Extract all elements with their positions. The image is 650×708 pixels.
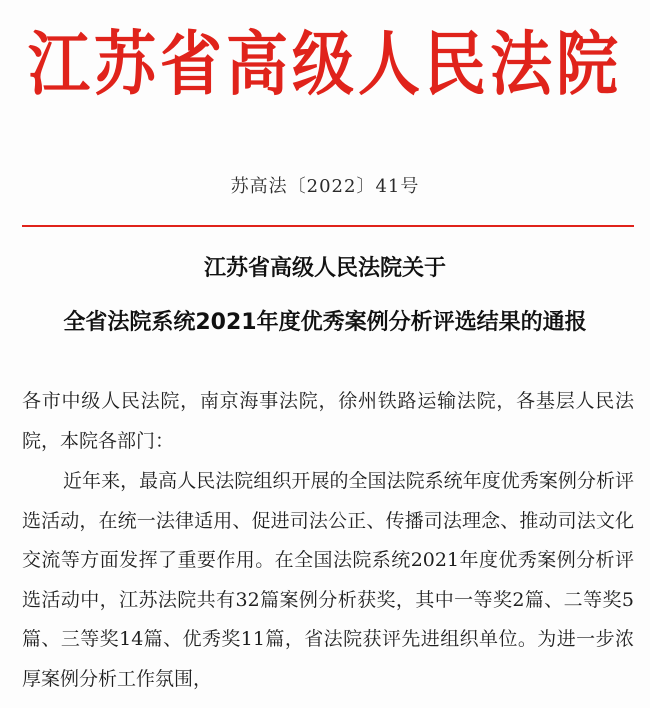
court-masthead: 江苏省高级人民法院 [27, 22, 622, 105]
salutation-paragraph: 各市中级人民法院，南京海事法院，徐州铁路运输法院，各基层人民法院，本院各部门： [22, 390, 634, 452]
document-title-line-1: 江苏省高级人民法院关于 [203, 256, 446, 281]
red-divider-line [22, 225, 634, 227]
body-paragraph: 近年来，最高人民法院组织开展的全国法院系统年度优秀案例分析评选活动，在统一法律适用、促进司法公正、传播司法理念、推动司法文化交流等方面发挥了重要作用。在全国法院系统2021年度优秀案例分析评选活动中，江苏法院共有32篇案例分析获奖，其中一等奖2篇、二等奖5篇、三等奖14篇、优秀奖11篇，省法院获评先进组织单位。为进一步浓厚案例分析工作氛围， [22, 470, 634, 690]
document-number: 苏高法〔2022〕41号 [230, 176, 420, 197]
document-title-line-2: 全省法院系统2021年度优秀案例分析评选结果的通报 [63, 310, 587, 335]
